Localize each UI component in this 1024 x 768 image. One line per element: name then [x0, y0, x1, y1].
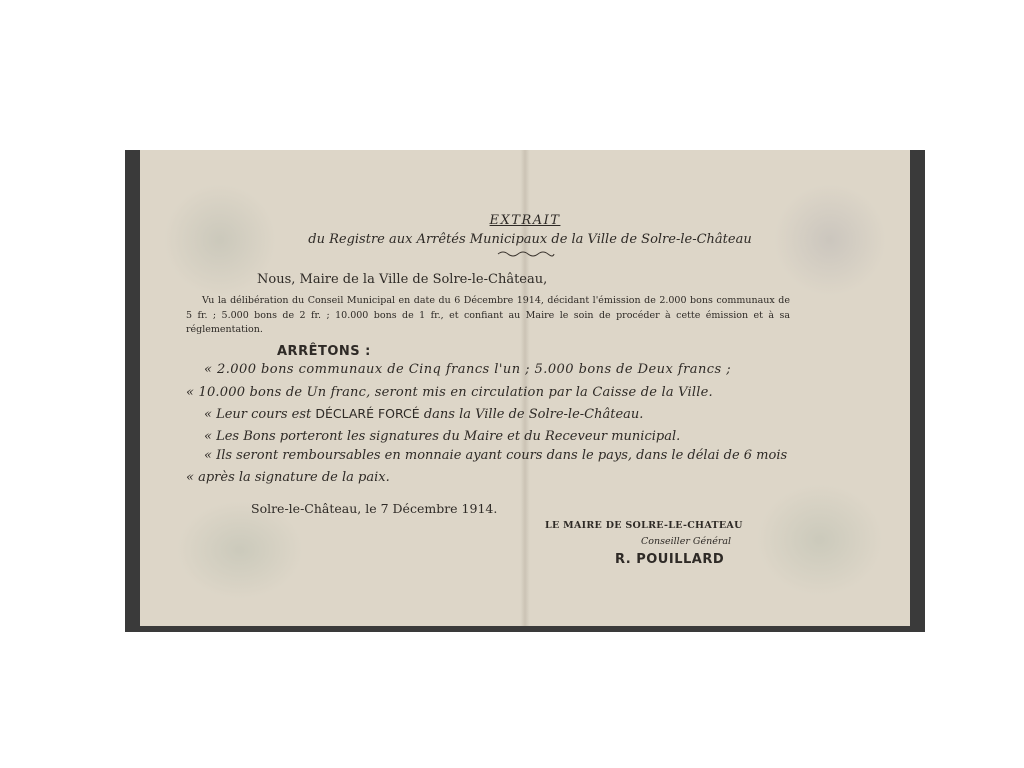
document-title: EXTRAIT [489, 213, 561, 228]
article-text: « Leur cours est [204, 407, 316, 422]
banknote-reverse [140, 150, 910, 626]
article-line: « après la signature de la paix. [186, 470, 390, 485]
article-text: dans la Ville de Solre-le-Château. [419, 407, 644, 422]
considering-paragraph: Vu la délibération du Conseil Municipal en date du 6 Décembre 1914, décidant l'émission de 2.000 bons communaux de 5 fr. ; 5.000 bons de 2 fr. ; 10.000 bons de 1 fr., et confiant au Maire le soin de procéder à cette émission et à sa réglementation. [186, 295, 790, 335]
signature-name: R. POUILLARD [615, 552, 725, 567]
article-line: « Ils seront remboursables en monnaie ayant cours dans le pays, dans le délai de 6 mois [204, 448, 788, 463]
decree-heading: ARRÊTONS : [277, 344, 371, 359]
ornament-swirl-icon [496, 250, 556, 258]
article-line: « 2.000 bons communaux de Cinq francs l'un ; 5.000 bons de Deux francs ; [204, 362, 732, 377]
document-subtitle: du Registre aux Arrêtés Municipaux de la Ville de Solre-le-Château [308, 232, 752, 247]
signature-office: LE MAIRE DE SOLRE-LE-CHATEAU [545, 520, 743, 531]
mayor-declaration: Nous, Maire de la Ville de Solre-le-Château, [257, 272, 548, 287]
place-date: Solre-le-Château, le 7 Décembre 1914. [251, 501, 498, 516]
article-line: « 10.000 bons de Un franc, seront mis en circulation par la Caisse de la Ville. [186, 385, 713, 400]
forced-rate-text: DÉCLARÉ FORCÉ [315, 406, 420, 421]
article-line [204, 406, 643, 422]
article-line: « Les Bons porteront les signatures du Maire et du Receveur municipal. [204, 429, 681, 444]
signature-role: Conseiller Général [641, 536, 732, 547]
